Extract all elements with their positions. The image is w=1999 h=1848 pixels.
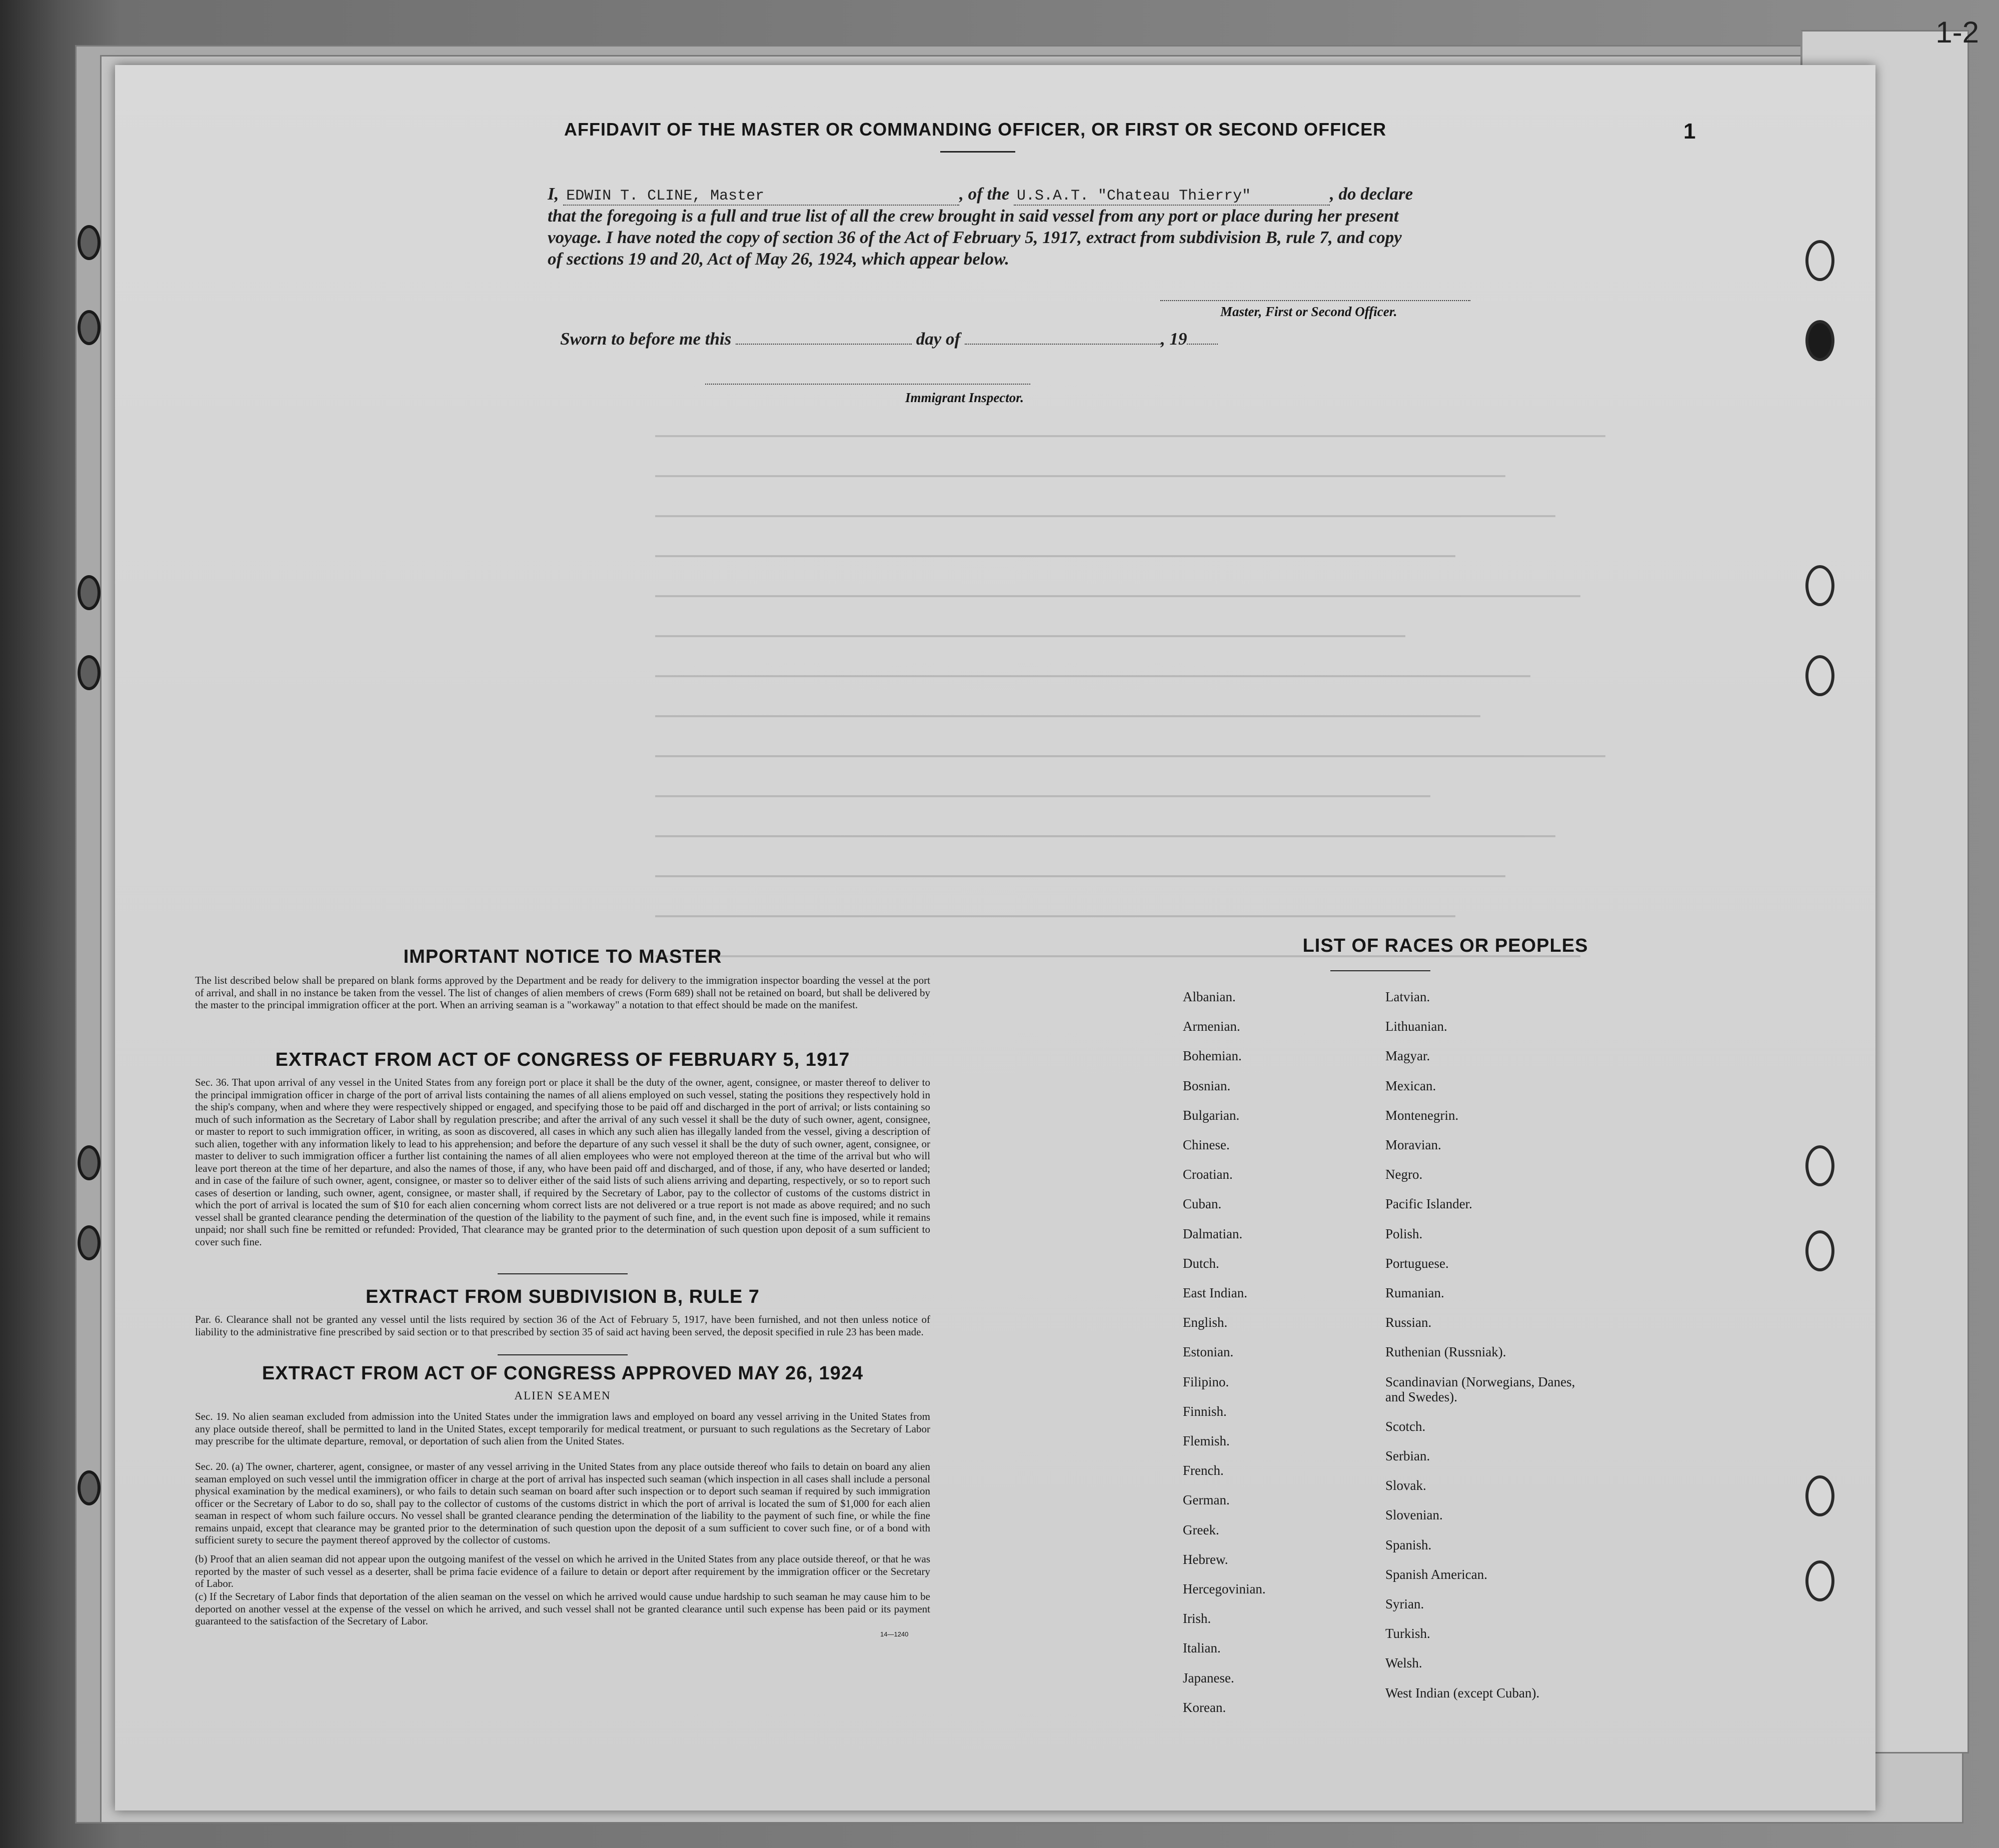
race-item: Hebrew. [1183,1551,1228,1567]
section-rule [498,1273,628,1274]
binder-hole [78,225,101,260]
punch-hole [1805,565,1834,606]
race-item: German. [1183,1492,1230,1508]
race-item: Flemish. [1183,1433,1230,1448]
master-signature-line[interactable] [1160,300,1470,301]
race-item: Spanish. [1385,1537,1432,1552]
race-item: Bohemian. [1183,1048,1242,1064]
race-item: Mexican. [1385,1078,1436,1093]
race-item: Dutch. [1183,1255,1219,1271]
vessel-name-field[interactable]: U.S.A.T. "Chateau Thierry" [1014,188,1330,206]
punch-hole [1805,320,1834,361]
binder-hole [78,1470,101,1505]
extract-1924-sec20a: Sec. 20. (a) The owner, charterer, agent, consignee, or master of any vessel arriving in the United States from any place outside thereof who fails to detain on board any alien seaman employed on such vessel until the immigration officer in charge at the port of arrival has inspected such seaman (which inspection in all cases shall include a personal physical examination by the medical examiners), or who fails to detain such seaman on board after such inspection or to deport such seaman if required by such immigration officer or the Secretary of Labor to do so, shall pay to the collector of customs of the customs district in which the port of arrival is located the sum of $1,000 for each alien seaman in respect of whom such failure occurs. No vessel shall be granted clearance pending the determination of the liability to the payment of such fine, or while the fine remains unpaid, except that clearance may be granted prior to the determination of such question upon the deposit of a sum sufficient to cover such fine, or of a bond with sufficient surety to secure the payment thereof approved by the collector of customs. [195,1460,930,1546]
race-item: Latvian. [1385,989,1430,1004]
punch-hole [1805,655,1834,696]
race-item: Negro. [1385,1167,1423,1182]
race-item: Bulgarian. [1183,1107,1240,1123]
race-item: Irish. [1183,1611,1211,1626]
binder-hole [78,1225,101,1260]
race-item: Slovenian. [1385,1507,1443,1523]
race-item: Scotch. [1385,1418,1426,1434]
race-item: Filipino. [1183,1374,1229,1389]
binder-hole [78,1145,101,1180]
heading-rule [940,151,1015,153]
binder-hole [78,310,101,345]
sworn-month-field[interactable] [965,344,1161,345]
corner-mark: 1-2 [1935,16,1979,49]
punch-hole [1805,1230,1834,1271]
race-item: Moravian. [1385,1137,1441,1152]
declaration-line-3: voyage. I have noted the copy of section 36 of the Act of February 5, 1917, extract from subdivision B, rule 7, and copy [548,228,1402,247]
form-number: 14—1240 [880,1630,909,1638]
race-item: Russian. [1385,1315,1432,1330]
race-item: French. [1183,1463,1224,1478]
race-item: English. [1183,1315,1228,1330]
extract-1917-heading: EXTRACT FROM ACT OF CONGRESS OF FEBRUARY 5, 1917 [275,1049,850,1070]
affidavit-page [115,65,1875,1810]
race-item: Montenegrin. [1385,1107,1459,1123]
extract-1924-sec20b: (b) Proof that an alien seaman did not appear upon the outgoing manifest of the vessel on which he arrived in the United States from any place outside thereof, or that he was reported by the master of such vessel as a deserter, shall be prima facie evidence of a failure to detain or deport after requirement by the immigration officer or the Secretary of Labor. [195,1553,930,1589]
punch-hole [1805,1145,1834,1186]
sworn-year-field[interactable] [1187,344,1218,345]
extract-1924-heading: EXTRACT FROM ACT OF CONGRESS APPROVED MAY 26, 1924 [262,1363,864,1384]
race-item: Japanese. [1183,1670,1234,1685]
race-item: Slovak. [1385,1478,1426,1493]
races-heading: LIST OF RACES OR PEOPLES [1302,935,1588,956]
race-item: Lithuanian. [1385,1019,1447,1034]
rule7-heading: EXTRACT FROM SUBDIVISION B, RULE 7 [366,1286,760,1307]
punch-hole [1805,240,1834,281]
race-item: Turkish. [1385,1626,1430,1641]
binder-hole [78,655,101,690]
race-item: Syrian. [1385,1596,1424,1611]
race-item: Spanish American. [1385,1566,1487,1582]
race-item: Ruthenian (Russniak). [1385,1344,1506,1360]
punch-hole [1805,1560,1834,1601]
race-item: Bosnian. [1183,1078,1231,1093]
officer-name-field[interactable]: EDWIN T. CLINE, Master [563,188,959,206]
alien-seamen-subheading: ALIEN SEAMEN [514,1389,611,1402]
sworn-day-field[interactable] [736,344,912,345]
race-item: Italian. [1183,1640,1221,1656]
race-item: Pacific Islander. [1385,1196,1472,1212]
race-item: West Indian (except Cuban). [1385,1685,1540,1700]
page-number: 1 [1683,119,1696,144]
binder-hole [78,575,101,610]
sworn-line: Sworn to before me this day of , 19 [560,329,1218,349]
race-item: Cuban. [1183,1196,1222,1212]
declaration-line-1: I, EDWIN T. CLINE, Master , of the U.S.A.T. "Chateau Thierry" , do declare [548,184,1413,205]
race-item: Polish. [1385,1226,1423,1241]
inspector-caption: Immigrant Inspector. [905,390,1024,405]
race-item: Armenian. [1183,1019,1240,1034]
race-item: Greek. [1183,1522,1219,1537]
race-item: Albanian. [1183,989,1236,1004]
section-rule [498,1354,628,1355]
inspector-signature-line[interactable] [705,384,1030,385]
race-item: Rumanian. [1385,1285,1444,1300]
race-item: Dalmatian. [1183,1226,1243,1241]
race-item: Estonian. [1183,1344,1234,1360]
race-item: Scandinavian (Norwegians, Danes, and Swedes). [1385,1374,1575,1404]
race-item: East Indian. [1183,1285,1247,1300]
extract-1917-body: Sec. 36. That upon arrival of any vessel in the United States from any foreign port or place it shall be the duty of the owner, agent, consignee, or master thereof to deliver to the principal immigration officer in charge of the port of arrival lists containing the names of all aliens employed on such vessel, stating the positions they respectively hold in the ship's company, when and where they were respectively shipped or engaged, and specifying those to be paid off and discharged in the port of arrival; or lists containing so much of such information as the Secretary of Labor shall by regulation prescribe; and after the arrival of any such vessel it shall be the duty of such owner, agent, consignee, or master to report to such immigration officer, in writing, as soon as discovered, all cases in which any such alien has illegally landed from the vessel, giving a description of such alien, together with any information likely to lead to his apprehension; and before the departure of any such vessel it shall be the duty of such owner, agent, consignee, or master to deliver to such immigration officer a further list containing the names of all alien employees who were not employed thereon at the time of the arrival but who will leave port thereon at the time of her departure, and also the names of those, if any, who have been paid off and discharged, and of those, if any, who have deserted or landed; and in case of the failure of such owner, agent, consignee, or master so to deliver either of the said lists of such aliens arriving and departing, respectively, or so to report such cases of desertion or landing, such owner, agent, consignee, or master shall, if required by the Secretary of Labor, pay to the collector of customs of the customs district in which the port of arrival is located the sum of $10 for each alien concerning whom correct lists are not delivered or a true report is not made as above required; and no such vessel shall be granted clearance pending the determination of the question of the liability to the payment of such fine, and, in the event such fine is imposed, while it remains unpaid; nor shall such fine be remitted or refunded: Provided, That clearance may be granted prior to the determination of such question upon deposit of a sum sufficient to cover such fine. [195,1076,930,1248]
declaration-line-4: of sections 19 and 20, Act of May 26, 1924, which appear below. [548,249,1009,269]
notice-heading: IMPORTANT NOTICE TO MASTER [403,946,722,967]
race-item: Magyar. [1385,1048,1430,1064]
race-item: Chinese. [1183,1137,1230,1152]
race-item: Hercegovinian. [1183,1581,1266,1596]
race-item: Korean. [1183,1699,1226,1715]
race-item: Finnish. [1183,1403,1227,1419]
rule7-body: Par. 6. Clearance shall not be granted any vessel until the lists required by section 36 of the Act of February 5, 1917, have been furnished, and not then unless notice of liability to the administrative fine prescribed by said section or to that prescribed by section 35 of said act having been served, the deposit specified in rule 23 has been made. [195,1313,930,1338]
race-item: Welsh. [1385,1655,1422,1671]
race-item: Portuguese. [1385,1255,1449,1271]
race-item: Serbian. [1385,1448,1430,1463]
declaration-line-2: that the foregoing is a full and true list of all the crew brought in said vessel from any port or place during her present [548,206,1399,226]
punch-hole [1805,1475,1834,1516]
affidavit-heading: AFFIDAVIT OF THE MASTER OR COMMANDING OFFICER, OR FIRST OR SECOND OFFICER [564,119,1387,140]
notice-body: The list described below shall be prepared on blank forms approved by the Department and be ready for delivery to the immigration inspector boarding the vessel at the port of arrival, and shall in no instance be taken from the vessel. The list of changes of alien members of crews (Form 689) shall not be retained on board, but shall be delivered by the master to the principal immigration officer at the port. When an arriving seaman is a "workaway" a notation to that effect should be made on the manifest. [195,974,930,1011]
race-item: Croatian. [1183,1167,1233,1182]
races-heading-rule [1330,970,1430,971]
master-caption: Master, First or Second Officer. [1220,304,1397,319]
extract-1924-sec19: Sec. 19. No alien seaman excluded from admission into the United States under the immigration laws and employed on board any vessel arriving in the United States from any place outside thereof, shall be permitted to land in the United States, except temporarily for medical treatment, or pursuant to such regulations as the Secretary of Labor may prescribe for the ultimate departure, removal, or deportation of such alien from the United States. [195,1410,930,1447]
extract-1924-sec20c: (c) If the Secretary of Labor finds that deportation of the alien seaman on the vessel on which he arrived would cause undue hardship to such seaman he may cause him to be deported on another vessel at the expense of the vessel on which he arrived, and such vessel shall not be granted clearance until such expense has been paid or its payment guaranteed to the satisfaction of the Secretary of Labor. [195,1590,930,1627]
